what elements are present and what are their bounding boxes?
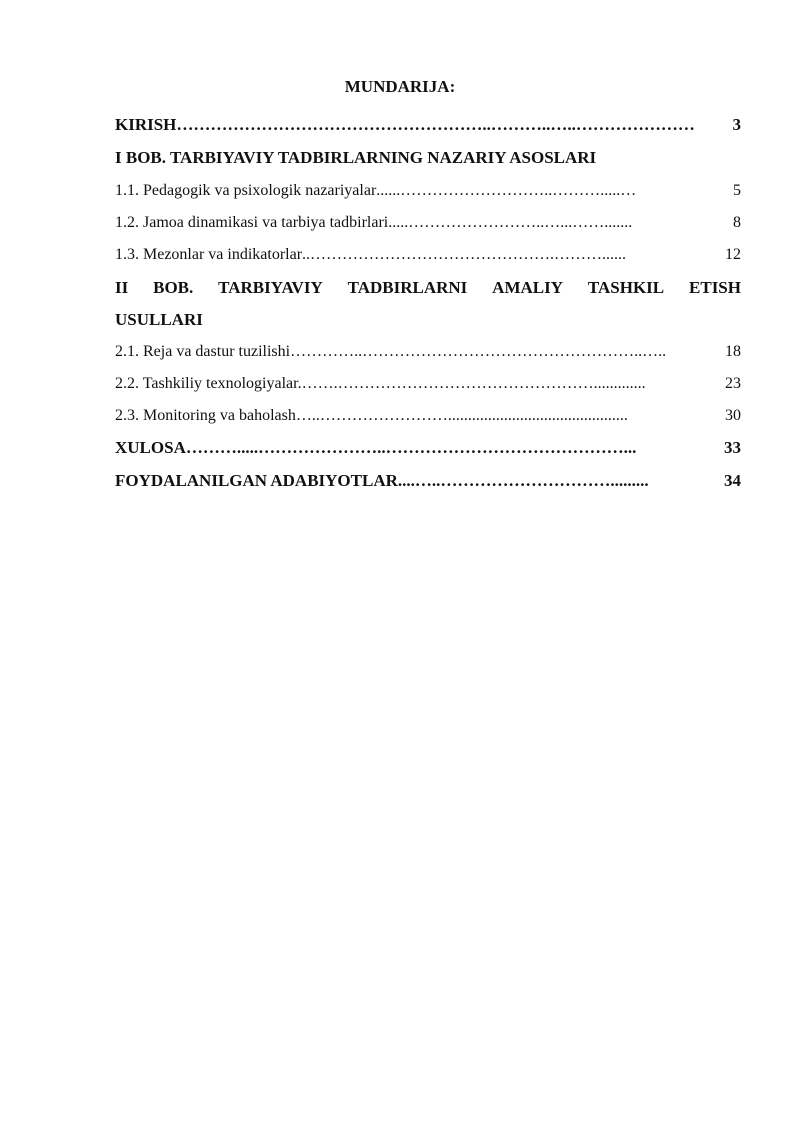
toc-entry-label: FOYDALANILGAN ADABIYOTLAR bbox=[115, 471, 398, 490]
toc-entry-leader: …………..……………………………………………..….. bbox=[290, 343, 667, 360]
toc-entry-1-2[interactable] bbox=[115, 213, 741, 233]
toc-entry-leader: …….…………………………………………............. bbox=[301, 375, 646, 392]
toc-entry-page: 34 bbox=[724, 471, 741, 490]
toc-entry-label: 1.3. Mezonlar va indikatorlar bbox=[115, 246, 303, 263]
toc-entry-leader: .....……………………..…...……....... bbox=[388, 214, 633, 231]
toc-entry-page: 12 bbox=[725, 246, 741, 263]
toc-entry-leader: ……….....…………………..……………………………………... bbox=[185, 438, 637, 457]
toc-entry-label: XULOSA bbox=[115, 438, 186, 457]
heading-word: ETISH bbox=[689, 278, 741, 297]
toc-entry-leader: ....…..…………………………......... bbox=[397, 471, 649, 490]
toc-entry-xulosa[interactable] bbox=[115, 438, 741, 458]
toc-entry-page: 3 bbox=[732, 115, 741, 134]
toc-entry-kirish[interactable] bbox=[115, 115, 741, 135]
toc-entry-leader: ..……………………………………….………...... bbox=[302, 246, 627, 263]
toc-entry-label: 2.1. Reja va dastur tuzilishi bbox=[115, 343, 291, 360]
toc-entry-1-3[interactable] bbox=[115, 245, 741, 265]
toc-entry-label: 1.2. Jamoa dinamikasi va tarbiya tadbirlari bbox=[115, 214, 389, 231]
heading-word: TARBIYAVIY bbox=[218, 278, 323, 297]
toc-chapter-heading-2[interactable] bbox=[115, 278, 741, 298]
heading-word: TADBIRLARNI bbox=[347, 278, 468, 297]
toc-title: MUNDARIJA: bbox=[344, 77, 456, 96]
toc-entry-leader: ………………………………………………..………..…..………………… bbox=[176, 115, 695, 134]
toc-entry-label: KIRISH bbox=[115, 115, 177, 134]
heading-word: BOB. bbox=[153, 278, 194, 297]
toc-entry-page: 30 bbox=[725, 407, 741, 424]
toc-entry-1-1[interactable] bbox=[115, 181, 741, 201]
toc-entry-page: 33 bbox=[724, 438, 741, 457]
toc-chapter-heading-2-cont[interactable]: USULLARI bbox=[115, 310, 203, 329]
heading-word: II bbox=[115, 278, 129, 297]
toc-entry-2-1[interactable] bbox=[115, 342, 741, 362]
toc-entry-leader: …..……………………............................................. bbox=[295, 407, 628, 424]
toc-entry-page: 8 bbox=[733, 214, 741, 231]
toc-entry-page: 5 bbox=[733, 182, 741, 199]
toc-entry-page: 23 bbox=[725, 375, 741, 392]
toc-entry-page: 18 bbox=[725, 343, 741, 360]
heading-word: TASHKIL bbox=[587, 278, 665, 297]
toc-entry-label: 1.1. Pedagogik va psixologik nazariyalar bbox=[115, 182, 377, 199]
heading-word: AMALIY bbox=[492, 278, 564, 297]
toc-entry-2-3[interactable] bbox=[115, 406, 741, 426]
toc-entry-adabiyotlar[interactable] bbox=[115, 471, 741, 491]
toc-entry-label: 2.2. Tashkiliy texnologiyalar. bbox=[115, 375, 302, 392]
toc-entry-2-2[interactable] bbox=[115, 374, 741, 394]
toc-entry-label: 2.3. Monitoring va baholash bbox=[115, 407, 296, 424]
toc-chapter-heading-1[interactable]: I BOB. TARBIYAVIY TADBIRLARNING NAZARIY ASOSLARI bbox=[115, 148, 597, 167]
toc-entry-leader: ......………………………..……….....… bbox=[376, 182, 637, 199]
